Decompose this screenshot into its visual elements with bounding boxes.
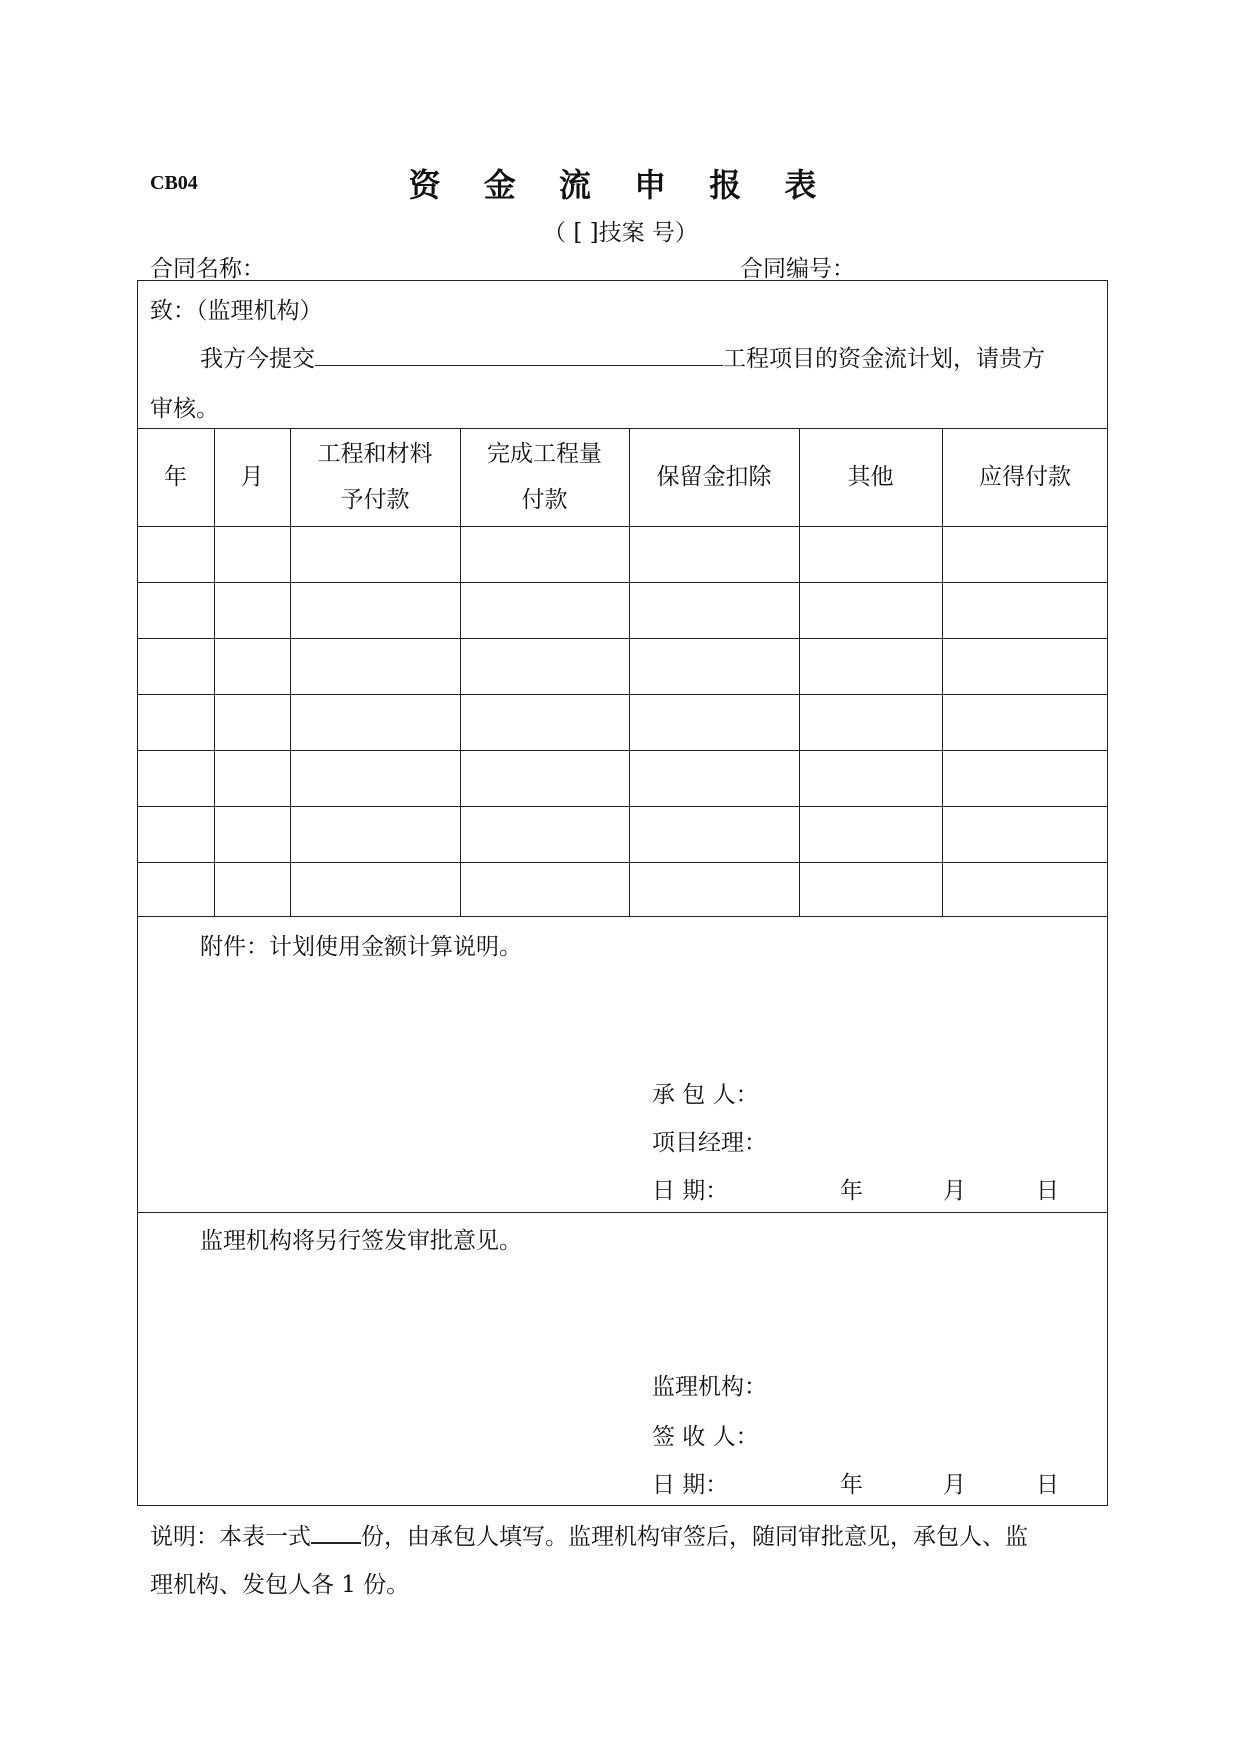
- project-manager-label: 项目经理：: [652, 1130, 767, 1156]
- table-cell[interactable]: [214, 750, 290, 806]
- table-cell[interactable]: [460, 638, 629, 694]
- table-cell[interactable]: [942, 862, 1108, 916]
- table-cell[interactable]: [629, 750, 799, 806]
- table-cell[interactable]: [799, 862, 942, 916]
- contract-number-label: 合同编号：: [740, 256, 855, 282]
- copies-blank[interactable]: [311, 1520, 361, 1544]
- table-cell[interactable]: [799, 638, 942, 694]
- day-label: 日: [1036, 1178, 1059, 1204]
- table-cell[interactable]: [290, 750, 460, 806]
- form-code: CB04: [150, 172, 198, 194]
- document-number: （ [ ]技案 号）: [543, 220, 698, 246]
- table-cell[interactable]: [460, 582, 629, 638]
- table-cell[interactable]: [214, 526, 290, 582]
- table-cell[interactable]: [137, 526, 214, 582]
- table-cell[interactable]: [137, 582, 214, 638]
- table-cell[interactable]: [137, 862, 214, 916]
- month-label: 月: [943, 1472, 966, 1498]
- table-cell[interactable]: [799, 750, 942, 806]
- submit-statement: [200, 340, 1045, 373]
- submit-suffix: 工程项目的资金流计划，请贵方: [723, 346, 1045, 372]
- addressee-line: 致：（监理机构）: [150, 298, 323, 324]
- table-cell[interactable]: [460, 806, 629, 862]
- supervision-date-label: 日 期：: [652, 1472, 729, 1498]
- table-cell[interactable]: [942, 582, 1108, 638]
- table-cell[interactable]: [799, 806, 942, 862]
- table-cell[interactable]: [137, 694, 214, 750]
- table-cell[interactable]: [137, 638, 214, 694]
- year-label: 年: [840, 1472, 863, 1498]
- table-cell[interactable]: [460, 750, 629, 806]
- col-header-year: 年: [164, 464, 187, 490]
- col-header-other: 其他: [847, 464, 894, 490]
- table-cell[interactable]: [629, 806, 799, 862]
- table-cell[interactable]: [290, 694, 460, 750]
- table-cell[interactable]: [290, 526, 460, 582]
- section-rule: [137, 1212, 1108, 1213]
- table-cell[interactable]: [942, 526, 1108, 582]
- attachment-note: 附件：计划使用金额计算说明。: [200, 934, 522, 960]
- project-name-blank[interactable]: [315, 343, 723, 366]
- footnote-suffix: 份，由承包人填写。监理机构审签后，随同审批意见，承包人、监: [361, 1524, 1028, 1550]
- table-cell[interactable]: [942, 750, 1108, 806]
- table-cell[interactable]: [214, 806, 290, 862]
- table-cell[interactable]: [290, 582, 460, 638]
- table-cell[interactable]: [460, 862, 629, 916]
- month-label: 月: [943, 1178, 966, 1204]
- table-cell[interactable]: [942, 638, 1108, 694]
- table-cell[interactable]: [137, 806, 214, 862]
- supervision-date-fields: [840, 1466, 1059, 1499]
- col-header-payable: 应得付款: [979, 464, 1071, 490]
- table-cell[interactable]: [214, 862, 290, 916]
- table-cell[interactable]: [799, 694, 942, 750]
- table-cell[interactable]: [460, 694, 629, 750]
- table-cell[interactable]: [799, 582, 942, 638]
- table-cell[interactable]: [629, 694, 799, 750]
- footnote: [150, 1518, 1028, 1551]
- col-header-work-payment: 完成工程量 付款: [487, 441, 602, 513]
- form-title: 资 金 流 申 报 表: [408, 166, 833, 204]
- col-header-retention: 保留金扣除: [656, 464, 772, 490]
- col-header-advance-payment: 工程和材料 予付款: [317, 441, 433, 513]
- table-cell[interactable]: [629, 582, 799, 638]
- table-cell[interactable]: [629, 862, 799, 916]
- table-cell[interactable]: [290, 862, 460, 916]
- table-cell[interactable]: [629, 526, 799, 582]
- supervision-note: 监理机构将另行签发审批意见。: [200, 1228, 522, 1254]
- table-cell[interactable]: [214, 582, 290, 638]
- submit-prefix: 我方今提交: [200, 346, 315, 372]
- table-cell[interactable]: [629, 638, 799, 694]
- contractor-label: 承 包 人：: [652, 1082, 759, 1108]
- table-cell[interactable]: [214, 694, 290, 750]
- day-label: 日: [1036, 1472, 1059, 1498]
- footnote-continued: 理机构、发包人各 1 份。: [150, 1572, 410, 1598]
- contractor-date-label: 日 期：: [652, 1178, 729, 1204]
- table-bottom-rule: [137, 916, 1108, 917]
- col-header-month: 月: [240, 464, 264, 490]
- table-cell[interactable]: [214, 638, 290, 694]
- table-cell[interactable]: [942, 806, 1108, 862]
- year-label: 年: [840, 1178, 863, 1204]
- table-cell[interactable]: [460, 526, 629, 582]
- table-cell[interactable]: [942, 694, 1108, 750]
- table-cell[interactable]: [290, 638, 460, 694]
- table-cell[interactable]: [290, 806, 460, 862]
- contractor-date-fields: [840, 1172, 1059, 1205]
- submit-statement-continued: 审核。: [150, 396, 219, 422]
- table-cell[interactable]: [137, 750, 214, 806]
- supervision-org-label: 监理机构：: [652, 1374, 767, 1400]
- contract-name-label: 合同名称：: [150, 256, 265, 282]
- receiver-label: 签 收 人：: [652, 1424, 759, 1450]
- footnote-prefix: 说明：本表一式: [150, 1524, 311, 1550]
- table-cell[interactable]: [799, 526, 942, 582]
